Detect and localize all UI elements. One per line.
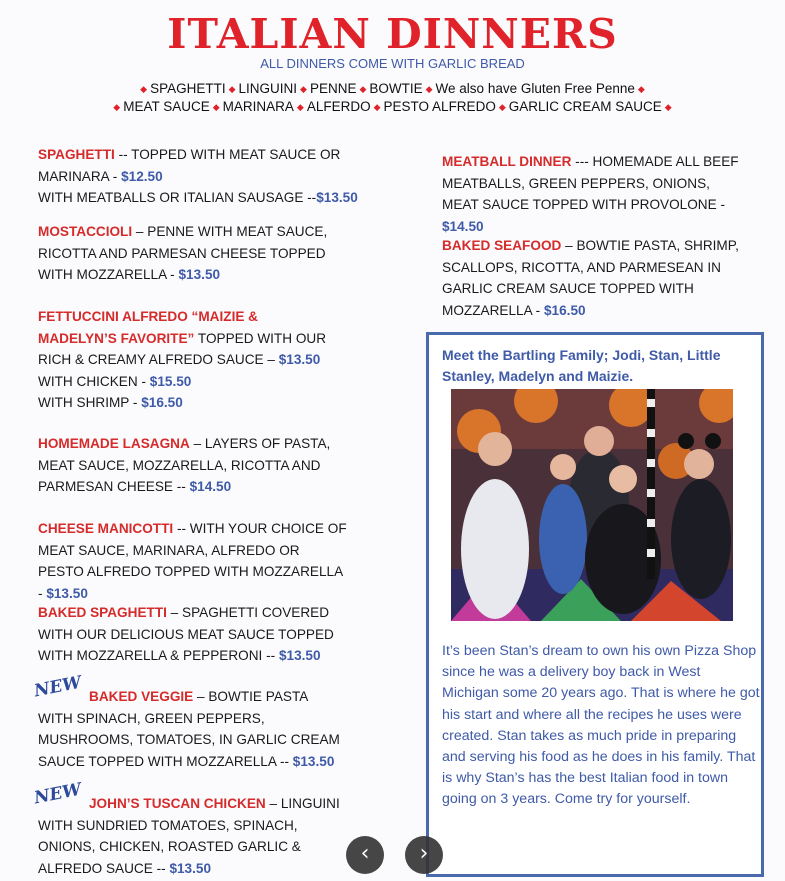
diamond-separator-icon: ◆	[228, 84, 236, 95]
menu-item-baked-spaghetti	[38, 602, 353, 667]
item-desc: – PENNE WITH MEAT SAUCE, RICOTTA AND PARMESAN CHEESE TOPPED WITH MOZZARELLA -	[38, 224, 328, 283]
sauces-option: GARLIC CREAM SAUCE	[508, 99, 662, 114]
diamond-separator-icon: ◆	[359, 84, 367, 95]
item-extra: WITH CHICKEN -	[38, 373, 150, 389]
diamond-separator-icon: ◆	[296, 102, 304, 113]
item-name: CHEESE MANICOTTI	[38, 521, 174, 536]
sauces-option: ALFERDO	[306, 99, 371, 114]
item-desc: – BOWTIE PASTA, SHRIMP, SCALLOPS, RICOTTA, AND PARMESEAN IN GARLIC CREAM SAUCE TOPPED WITH MOZZARELLA -	[442, 238, 739, 318]
sauces-option: MEAT SAUCE	[123, 99, 210, 114]
sauces-option: PESTO ALFREDO	[383, 99, 496, 114]
item-extra-price: $13.50	[316, 190, 358, 206]
menu-item-baked-veggie	[38, 686, 343, 772]
item-price: $14.50	[189, 479, 232, 495]
diamond-separator-icon: ◆	[637, 84, 645, 95]
menu-item-homemade-lasagna	[38, 433, 358, 498]
item-name: MOSTACCIOLI	[38, 224, 133, 239]
item-price: $14.50	[442, 218, 484, 234]
item-price: $13.50	[292, 753, 335, 769]
item-extra: WITH SHRIMP -	[38, 395, 142, 411]
prev-button[interactable]	[346, 836, 384, 874]
diamond-separator-icon: ◆	[140, 84, 148, 95]
diamond-separator-icon: ◆	[425, 84, 433, 95]
new-badge: NEW	[32, 779, 84, 809]
item-desc: – BOWTIE PASTA WITH SPINACH, GREEN PEPPERS, MUSHROOMS, TOMATOES, IN GARLIC CREAM SAUCE TOPPED WITH MOZZARELLA --	[38, 689, 340, 769]
item-desc: -- WITH YOUR CHOICE OF MEAT SAUCE, MARINARA, ALFREDO OR PESTO ALFREDO TOPPED WITH MOZZARELLA -	[38, 521, 347, 601]
pasta-options	[0, 80, 785, 98]
item-name: HOMEMADE LASAGNA	[38, 436, 190, 451]
menu-item-baked-seafood	[442, 235, 747, 321]
item-price: $13.50	[169, 860, 212, 876]
item-name: JOHN’S TUSCAN CHICKEN	[89, 796, 266, 811]
item-desc: TOPPED WITH OUR RICH & CREAMY ALFREDO SAUCE –	[38, 330, 327, 368]
diamond-separator-icon: ◆	[300, 84, 307, 95]
item-desc: – SPAGHETTI COVERED WITH OUR DELICIOUS MEAT SAUCE TOPPED WITH MOZZARELLA & PEPPERONI --	[38, 605, 334, 664]
page-subtitle: ALL DINNERS COME WITH GARLIC BREAD	[260, 56, 525, 71]
pastas-option: BOWTIE	[369, 81, 423, 96]
chevron-right-icon: ›	[419, 841, 429, 866]
item-name: BAKED VEGGIE	[89, 689, 194, 704]
item-extra-price: $15.50	[149, 373, 192, 389]
family-heading: Meet the Bartling Family; Jodi, Stan, Little Stanley, Madelyn and Maizie.	[442, 347, 721, 384]
item-name: BAKED SEAFOOD	[442, 238, 562, 253]
menu-item-johns-tuscan-chicken	[38, 793, 350, 879]
item-desc: – LINGUINI WITH SUNDRIED TOMATOES, SPINACH, ONIONS, CHICKEN, ROASTED GARLIC & ALFREDO SAUCE --	[38, 796, 340, 876]
item-price: $13.50	[178, 267, 221, 283]
diamond-separator-icon: ◆	[498, 102, 506, 113]
menu-item-spaghetti	[38, 144, 358, 209]
diamond-separator-icon: ◆	[212, 102, 220, 113]
pastas-option: PENNE	[309, 81, 357, 96]
diamond-separator-icon: ◆	[373, 102, 381, 113]
item-name: FETTUCCINI ALFREDO “MAIZIE & MADELYN’S FAVORITE”	[38, 309, 259, 346]
item-desc: -- TOPPED WITH MEAT SAUCE OR MARINARA -	[38, 147, 341, 184]
pastas-option: LINGUINI	[238, 81, 298, 96]
menu-item-cheese-manicotti	[38, 518, 348, 604]
diamond-separator-icon: ◆	[664, 102, 672, 113]
menu-item-meatball-dinner	[442, 151, 750, 237]
family-box	[426, 332, 764, 877]
new-badge: NEW	[32, 672, 84, 702]
item-price: $12.50	[121, 168, 163, 184]
sauce-options	[0, 98, 785, 116]
item-price: $13.50	[278, 352, 321, 368]
chevron-left-icon: ‹	[360, 841, 370, 866]
item-price: $16.50	[543, 302, 586, 318]
item-extra: WITH MEATBALLS OR ITALIAN SAUSAGE --	[38, 190, 317, 206]
item-name: BAKED SPAGHETTI	[38, 605, 167, 620]
menu-item-mostaccioli	[38, 221, 343, 286]
item-desc: --- HOMEMADE ALL BEEF MEATBALLS, GREEN PEPPERS, ONIONS, MEAT SAUCE TOPPED WITH PROVOLONE -	[442, 154, 739, 213]
item-name: SPAGHETTI	[38, 147, 115, 162]
family-story: It’s been Stan’s dream to own his own Pizza Shop since he was a delivery boy back in West Michigan some 20 years ago. That is where he got his start and where all the recipes he uses were created. Stan takes as much pride in preparing and serving his food as he does in his family. That is why Stan’s has the best Italian food in town going on 3 years. Come try for yourself.	[442, 643, 760, 808]
item-price: $13.50	[278, 648, 321, 664]
item-name: MEATBALL DINNER	[442, 154, 572, 169]
sauces-option: MARINARA	[222, 99, 294, 114]
page-title: ITALIAN DINNERS	[167, 10, 618, 58]
next-button[interactable]	[405, 836, 443, 874]
diamond-separator-icon: ◆	[113, 102, 121, 113]
item-desc: – LAYERS OF PASTA, MEAT SAUCE, MOZZARELLA, RICOTTA AND PARMESAN CHEESE --	[38, 436, 331, 495]
pastas-option: SPAGHETTI	[150, 81, 226, 96]
item-price: $13.50	[46, 585, 88, 601]
item-extra-price: $16.50	[141, 395, 183, 411]
pastas-option: We also have Gluten Free Penne	[435, 81, 635, 96]
family-photo	[451, 389, 733, 621]
menu-item-fettuccini-alfredo	[38, 306, 338, 414]
